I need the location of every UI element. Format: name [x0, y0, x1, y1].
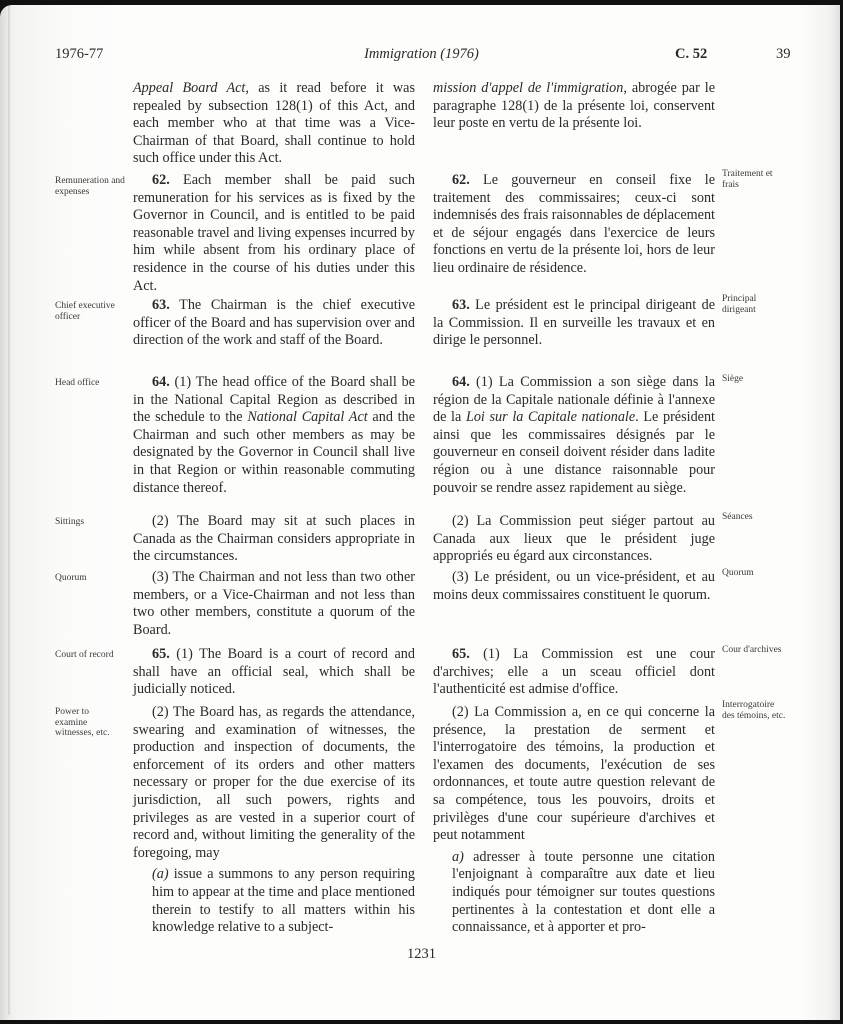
header-title-year: (1976) [440, 46, 479, 62]
en-section-64-1 [133, 374, 415, 497]
fr-s62-num: 62. [452, 172, 470, 188]
en-s65-2a-label: (a) [152, 866, 169, 883]
fr-s63-num: 63. [452, 297, 470, 313]
en-section-65-2 [133, 704, 415, 937]
header-title [0, 45, 843, 63]
margin-note-principal-dirigeant: Principal dirigeant [722, 294, 757, 315]
folio-page-number: 1231 [407, 946, 436, 962]
fr-s64-text-b: . Le président ainsi que les commissaires désignés par le gouverneur en conseil doivent résider dans ladite région ou à une distance raisonnable pour pouvoir se rendre assez rapidement au siège. [433, 409, 715, 496]
margin-note-quorum: Quorum [55, 573, 87, 583]
en-section-65-1 [133, 646, 415, 699]
en-continuation [133, 80, 415, 168]
fr-s64-italic: Loi sur la Capitale nationale [465, 409, 636, 426]
margin-note-sittings: Sittings [55, 517, 85, 527]
en-s65-text: (1) The Board is a court of record and shall have an official seal, which shall be judicially noticed. [133, 646, 415, 698]
en-s65-num: 65. [152, 646, 170, 662]
en-s64-text-b: and the Chairman and such other members as may be designated by the Governor in Council shall live in that Region or within reasonable commuting distance thereof. [133, 409, 415, 496]
header-chapter: C. 52 [675, 46, 708, 62]
fr-cont-text: , abrogée par le paragraphe 128(1) de la présente loi, conservent leur poste en vertu de la présente loi. [433, 80, 715, 132]
en-s64-2-text: (2) The Board may sit at such places in Canada as the Chairman considers appropriate in the circumstances. [133, 513, 415, 565]
header-page-number: 39 [776, 46, 791, 62]
en-s63-text: The Chairman is the chief executive officer of the Board and has supervision over and direction of the work and staff of the Board. [133, 297, 415, 349]
fr-section-63 [433, 297, 715, 350]
fr-section-64-2 [433, 513, 715, 566]
fr-s64-num: 64. [452, 374, 470, 390]
header-title-text: Immigration [364, 46, 437, 62]
en-s65-2-text: (2) The Board has, as regards the attendance, swearing and examination of witnesses, the production and inspection of documents, the enforcement of its orders and other matters necessary or proper for the due exercise of its jurisdiction, all such powers, rights and privileges as are vested in a superior court of record and, without limiting the generality of the foregoing, may [133, 704, 415, 861]
fr-cont-italic: mission d'appel de l'immigration [433, 80, 624, 96]
fr-continuation [433, 80, 715, 133]
fr-s63-text: Le président est le principal dirigeant de la Commission. Il en surveille les travaux et en dirige le personnel. [433, 297, 715, 349]
en-section-64-2 [133, 513, 415, 566]
en-cont-italic: Appeal Board Act [133, 80, 246, 96]
en-s64-3-text: (3) The Chairman and not less than two other members, or a Vice-Chairman and not less than two other members, constitute a quorum of the Board. [133, 569, 415, 638]
fr-section-65-1 [433, 646, 715, 699]
margin-note-court-of-record: Court of record [55, 650, 114, 660]
fr-section-62 [433, 172, 715, 278]
en-s64-text-a: (1) The head office of the Board shall be in the National Capital Region as described in the schedule to the [133, 374, 415, 426]
margin-note-siege: Siège [722, 374, 744, 384]
margin-note-head-office: Head office [55, 378, 100, 388]
en-section-62 [133, 172, 415, 295]
fr-s65-2a-text: adresser à toute personne une citation l'enjoignant à comparaître aux date et lieu indiqués pour témoigner sur toutes questions pertinentes à la contestation et dont elle a connaissance, et à apporter et pro- [452, 848, 715, 936]
en-s62-num: 62. [152, 172, 170, 188]
fr-section-64-1 [433, 374, 715, 497]
bottom-edge [0, 1020, 843, 1024]
margin-note-interrogatoire: Interrogatoire des témoins, etc. [722, 700, 786, 721]
en-s63-num: 63. [152, 297, 170, 313]
en-s64-italic: National Capital Act [247, 409, 368, 426]
fr-s65-2-text: (2) La Commission a, en ce qui concerne la présence, la prestation de serment et l'interrogatoire des témoins, la production et l'examen des documents, l'exécution de ses ordonnances, et toute autre question relevant de sa compétence, tous les pouvoirs, droits et privilèges d'une cour supérieure d'archives et peut notamment [433, 704, 715, 844]
en-section-63 [133, 297, 415, 350]
margin-note-power-to-examine: Power to examine witnesses, etc. [55, 707, 110, 738]
en-s64-num: 64. [152, 374, 170, 390]
margin-note-traitement: Traitement et frais [722, 169, 773, 190]
en-cont-text: , as it read before it was repealed by subsection 128(1) of this Act, and each member who at that time was a Vice-Chairman of that Board, shall continue to hold such office under this Act. [133, 80, 415, 167]
margin-note-cour-archives: Cour d'archives [722, 645, 782, 655]
fr-s65-num: 65. [452, 646, 470, 662]
fr-s65-text: (1) La Commission est une cour d'archives; elle a un sceau officiel dont l'authenticité est admise d'office. [433, 646, 715, 698]
en-s62-text: Each member shall be paid such remuneration for his services as is fixed by the Governor in Council, and is entitled to be paid reasonable travel and living expenses incurred by him while absent from his ordinary place of residence in the course of his duties under this Act. [133, 172, 415, 294]
margin-note-seances: Séances [722, 512, 753, 522]
margin-note-chief-executive: Chief executive officer [55, 301, 115, 322]
fr-section-64-3 [433, 569, 715, 604]
fr-s64-3-text: (3) Le président, ou un vice-président, et au moins deux commissaires constituent le quorum. [433, 569, 715, 603]
spine-shadow [8, 5, 10, 1015]
fr-s65-2a-label: a) [452, 848, 464, 865]
fr-section-65-2 [433, 704, 715, 937]
fr-s62-text: Le gouverneur en conseil fixe le traitement des commissaires; ceux-ci sont indemnisés des frais raisonnables de déplacement et de séjour engagés dans l'exercice de leurs fonctions en vertu de la présente loi, hors de leur lieu ordinaire de résidence. [433, 172, 715, 276]
fr-s64-text-a: (1) La Commission a son siège dans la région de la Capitale nationale définie à l'annexe de la [433, 374, 715, 426]
en-s65-2a-text: issue a summons to any person requiring him to appear at the time and place mentioned therein to testify to all matters within his knowledge relative to a subject- [152, 866, 415, 936]
header-year: 1976-77 [55, 46, 104, 62]
en-section-64-3 [133, 569, 415, 639]
margin-note-quorum-fr: Quorum [722, 568, 754, 578]
margin-note-remuneration: Remuneration and expenses [55, 176, 125, 197]
fr-s64-2-text: (2) La Commission peut siéger partout au Canada aux lieux que le président juge appropriés eu égard aux circonstances. [433, 513, 715, 565]
